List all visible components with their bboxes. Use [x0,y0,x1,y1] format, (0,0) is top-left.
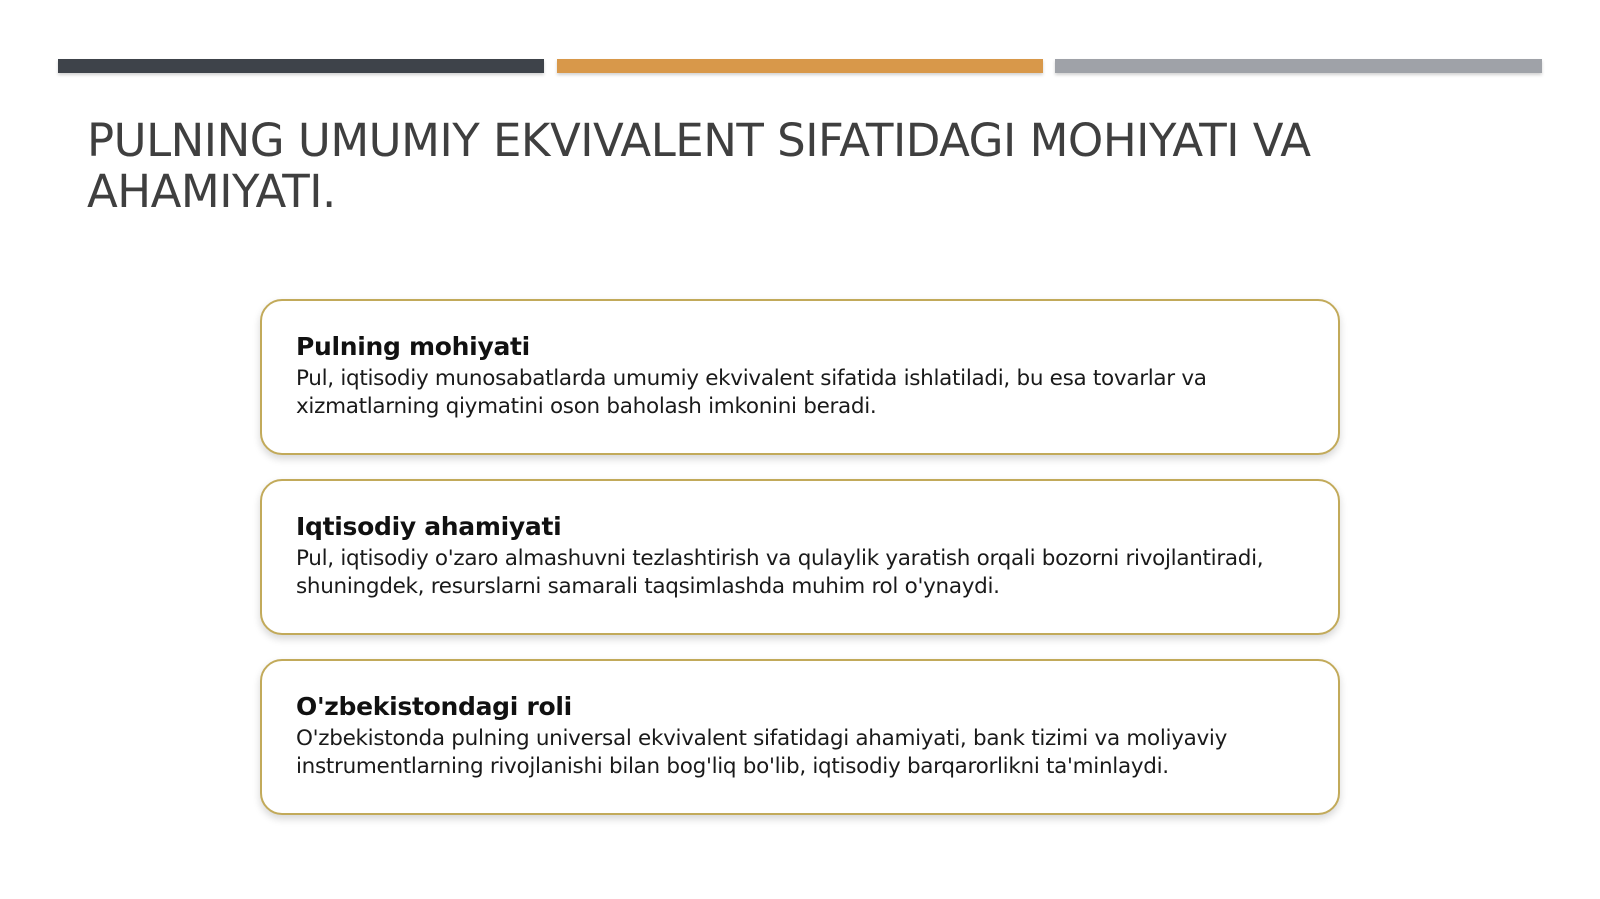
card-list [260,299,1340,839]
card-heading: Iqtisodiy ahamiyati [296,512,562,541]
card-text: O'zbekistonda pulning universal ekvivalent sifatidagi ahamiyati, bank tizimi va moliyaviy instrumentlarning rivojlanishi bilan bog'liq bo'lib, iqtisodiy barqarorlikni ta'minlaydi. [296,726,1228,779]
card-ozbekistondagi-roli [260,659,1340,815]
card-pulning-mohiyati [260,299,1340,455]
decorative-bar-gray [1055,59,1542,73]
slide-title: PULNING UMUMIY EKVIVALENT SIFATIDAGI MOHIYATI VA AHAMIYATI. [87,114,1311,218]
card-heading: O'zbekistondagi roli [296,692,572,721]
card-text: Pul, iqtisodiy munosabatlarda umumiy ekvivalent sifatida ishlatiladi, bu esa tovarlar va xizmatlarning qiymatini oson baholash imkonini beradi. [296,366,1207,419]
decorative-bar-orange [557,59,1043,73]
card-text: Pul, iqtisodiy o'zaro almashuvni tezlashtirish va qulaylik yaratish orqali bozorni rivojlantiradi, shuningdek, resurslarni samarali taqsimlashda muhim rol o'ynaydi. [296,546,1264,599]
card-iqtisodiy-ahamiyati [260,479,1340,635]
card-heading: Pulning mohiyati [296,332,530,361]
decorative-bar-dark [58,59,544,73]
